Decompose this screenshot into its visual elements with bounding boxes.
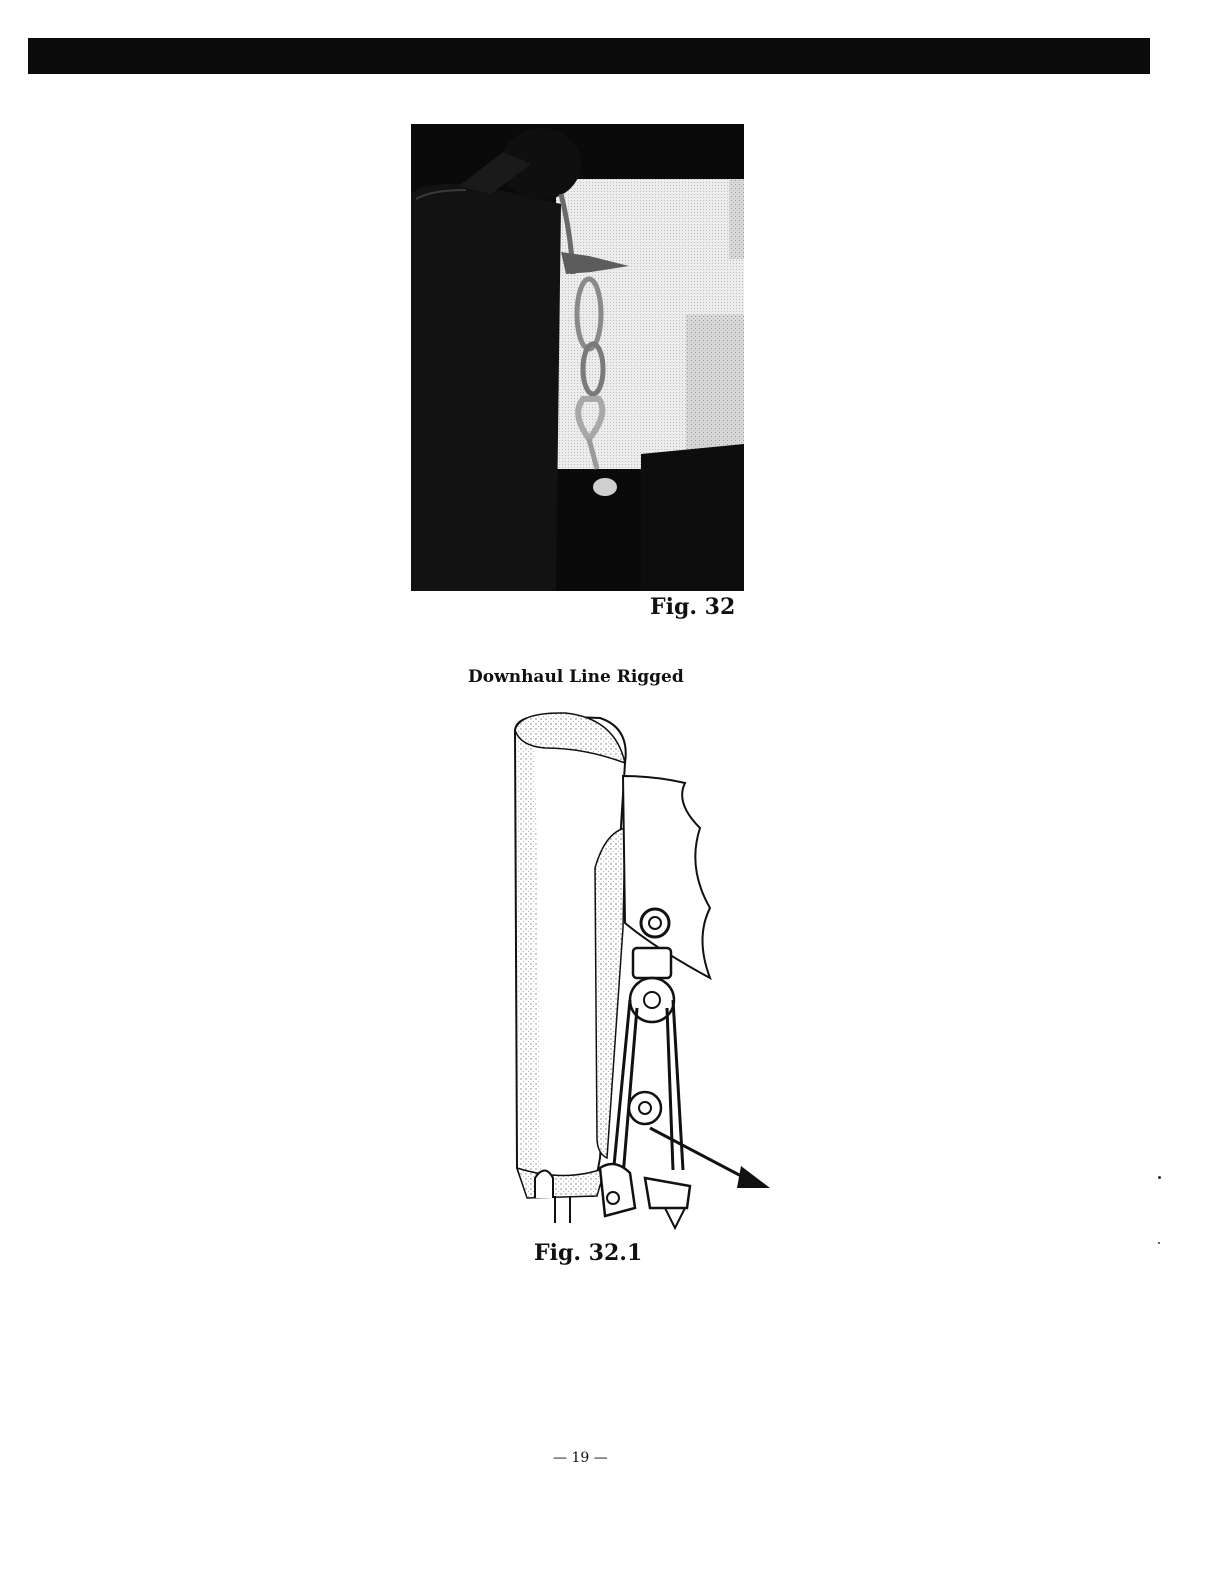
page-number: — 19 —: [553, 1450, 608, 1466]
scan-speck: [1158, 1176, 1161, 1179]
figure-caption: Fig. 32.1: [534, 1240, 643, 1266]
figure-caption: Fig. 32: [650, 594, 736, 620]
photo-mast-tack-shackle: [411, 124, 744, 591]
figure-title: Downhaul Line Rigged: [468, 667, 684, 687]
header-bar: [28, 38, 1150, 74]
drawing-downhaul-rig: [505, 708, 775, 1233]
scan-speck: [1158, 1242, 1160, 1244]
